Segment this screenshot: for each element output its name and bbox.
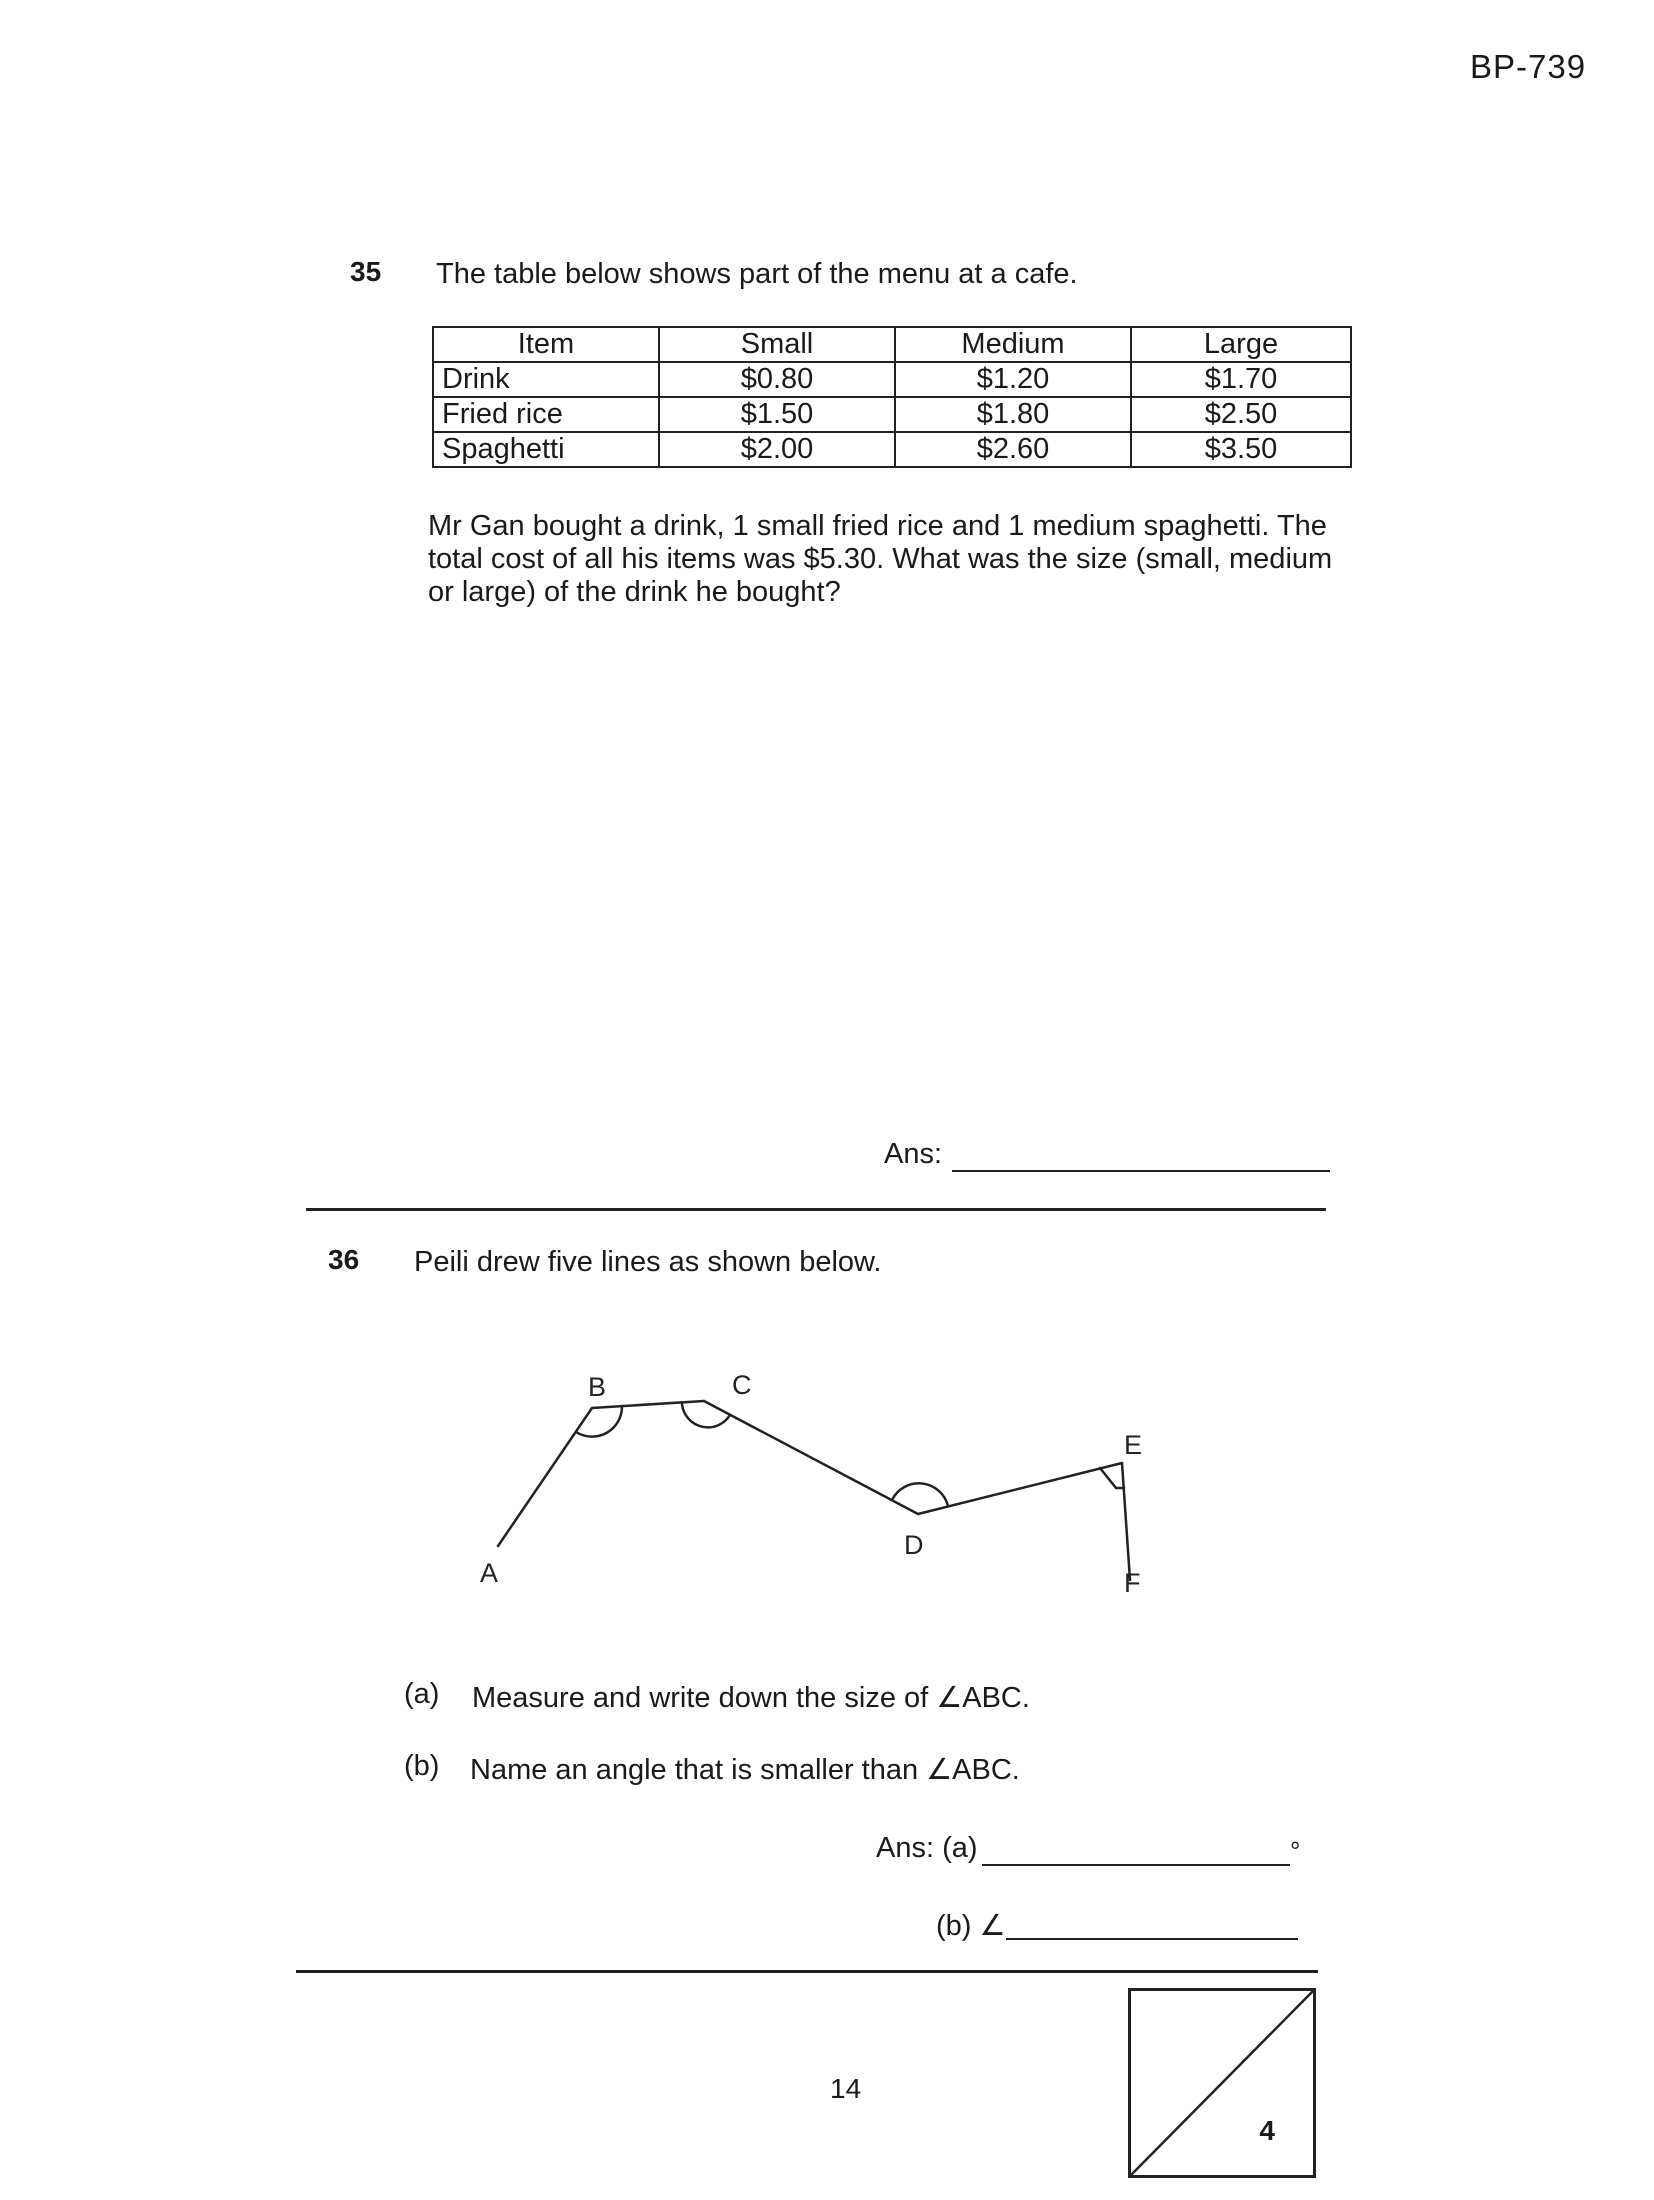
price-medium: $1.80 xyxy=(895,397,1131,432)
price-large: $1.70 xyxy=(1131,362,1351,397)
label-c: C xyxy=(732,1370,752,1400)
five-lines-figure xyxy=(440,1360,1200,1600)
question-35-number: 35 xyxy=(350,256,382,287)
part-b-label: (b) xyxy=(404,1750,440,1782)
header-item: Item xyxy=(433,327,659,362)
question-36-number: 36 xyxy=(328,1244,360,1275)
item-name: Fried rice xyxy=(433,397,659,432)
price-large: $2.50 xyxy=(1131,397,1351,432)
price-medium: $1.20 xyxy=(895,362,1131,397)
angle-e-arc xyxy=(1100,1468,1124,1488)
part-b-text: Name an angle that is smaller than ∠ABC. xyxy=(470,1754,1020,1786)
angle-c-arc xyxy=(682,1404,730,1427)
degree-symbol: ° xyxy=(1290,1836,1301,1866)
paper-code: BP-739 xyxy=(1470,48,1587,85)
label-f: F xyxy=(1124,1568,1141,1598)
question-35-answer-line[interactable] xyxy=(952,1170,1330,1172)
question-36-answer-b-line[interactable] xyxy=(1006,1938,1298,1940)
angle-d-arc xyxy=(892,1483,948,1506)
marks-diagonal xyxy=(1131,1991,1313,2175)
price-large: $3.50 xyxy=(1131,432,1351,467)
question-35-text: Mr Gan bought a drink, 1 small fried rice and 1 medium spaghetti. The total cost of all his items was $5.30. What was the size (small, medium or large) of the drink he bought? xyxy=(428,510,1333,608)
part-a-label: (a) xyxy=(404,1678,440,1710)
menu-table xyxy=(432,326,1352,468)
table-row xyxy=(433,397,1351,432)
part-a-text: Measure and write down the size of ∠ABC. xyxy=(472,1682,1030,1714)
question-36-ans-a-label: Ans: (a) xyxy=(876,1832,978,1864)
question-35-intro: The table below shows part of the menu at a cafe. xyxy=(436,258,1078,290)
price-small: $1.50 xyxy=(659,397,895,432)
marks-value: 4 xyxy=(1259,2115,1275,2146)
line-cd xyxy=(704,1401,918,1514)
price-small: $0.80 xyxy=(659,362,895,397)
question-35-ans-label: Ans: xyxy=(884,1138,943,1170)
label-e: E xyxy=(1124,1430,1143,1460)
line-bc xyxy=(592,1401,704,1408)
question-36-intro: Peili drew five lines as shown below. xyxy=(414,1246,882,1278)
menu-table-header-row xyxy=(433,327,1351,362)
question-36-answer-a-line[interactable] xyxy=(982,1864,1290,1866)
page-number: 14 xyxy=(830,2073,862,2104)
footer-divider xyxy=(296,1970,1318,1973)
label-b: B xyxy=(588,1372,607,1402)
line-ef xyxy=(1122,1463,1130,1580)
section-divider xyxy=(306,1208,1326,1211)
header-medium: Medium xyxy=(895,327,1131,362)
table-row xyxy=(433,362,1351,397)
item-name: Drink xyxy=(433,362,659,397)
header-large: Large xyxy=(1131,327,1351,362)
table-row xyxy=(433,432,1351,467)
item-name: Spaghetti xyxy=(433,432,659,467)
label-a: A xyxy=(480,1558,499,1588)
price-small: $2.00 xyxy=(659,432,895,467)
marks-box xyxy=(1128,1988,1316,2178)
price-medium: $2.60 xyxy=(895,432,1131,467)
question-36-ans-b-label: (b) ∠ xyxy=(936,1910,1006,1942)
header-small: Small xyxy=(659,327,895,362)
label-d: D xyxy=(904,1530,924,1560)
line-ab xyxy=(498,1408,592,1546)
